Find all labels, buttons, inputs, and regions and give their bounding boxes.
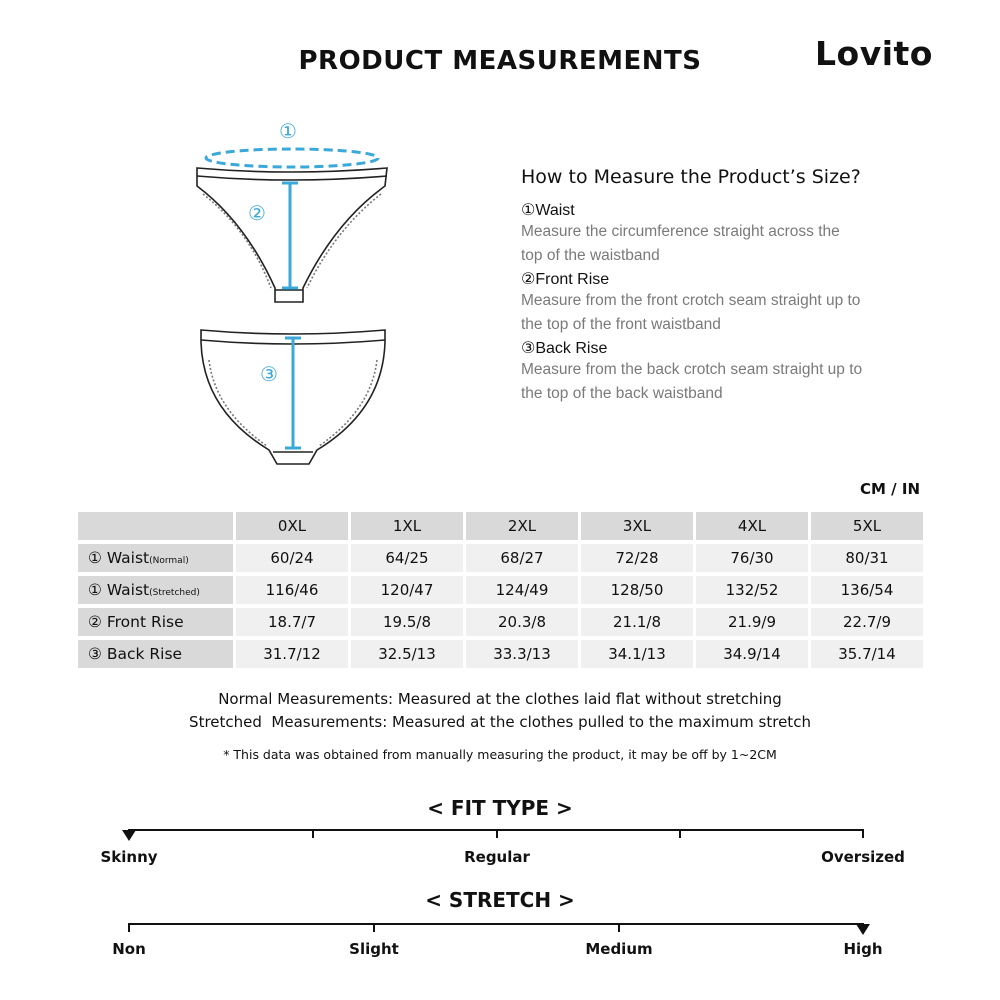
waist-desc-line-2: top of the waistband (521, 246, 660, 264)
diagram-label-1: ① (279, 119, 297, 143)
front-rise-title: ②Front Rise (521, 271, 610, 288)
fit-type-scale (0, 828, 1000, 888)
back-rise-title: ③Back Rise (521, 340, 608, 357)
fit-type-tick (496, 829, 498, 838)
table-header-row (78, 512, 923, 540)
row-label-text: ② Front Rise (88, 613, 184, 631)
diagram-label-2: ② (248, 201, 266, 225)
row-label-text: ① Waist (88, 549, 150, 567)
table-cell: 31.7/12 (236, 640, 348, 668)
fit-type-selected-marker (122, 830, 136, 841)
table-cell: 76/30 (696, 544, 808, 572)
stretch-selected-marker (856, 924, 870, 935)
size-header: 2XL (466, 512, 578, 540)
waist-description (521, 220, 921, 267)
size-header: 1XL (351, 512, 463, 540)
measurement-diagram (185, 110, 405, 480)
footnote: * This data was obtained from manually measuring the product, it may be off by 1~2CM (223, 747, 777, 762)
page-title: PRODUCT MEASUREMENTS (298, 46, 702, 76)
table-cell: 34.9/14 (696, 640, 808, 668)
size-header: 4XL (696, 512, 808, 540)
table-cell: 21.9/9 (696, 608, 808, 636)
table-cell: 20.3/8 (466, 608, 578, 636)
table-cell: 128/50 (581, 576, 693, 604)
table-cell: 64/25 (351, 544, 463, 572)
table-row (78, 576, 923, 604)
table-cell: 60/24 (236, 544, 348, 572)
stretch-line (128, 923, 864, 925)
front-rise-description (521, 289, 921, 336)
how-to-measure-section (521, 166, 921, 406)
table-cell: 18.7/7 (236, 608, 348, 636)
row-label (78, 576, 233, 604)
briefs-illustration (185, 110, 405, 480)
diagram-label-3: ③ (260, 362, 278, 386)
table-row (78, 544, 923, 572)
size-table (75, 508, 926, 672)
front-rise-desc-line-2: the top of the front waistband (521, 315, 721, 333)
stretched-note: Stretched Measurements: Measured at the clothes pulled to the maximum stretch (189, 713, 811, 731)
table-row (78, 608, 923, 636)
normal-note: Normal Measurements: Measured at the clothes laid flat without stretching (218, 690, 782, 708)
table-cell: 35.7/14 (811, 640, 923, 668)
stretch-tick (128, 923, 130, 932)
back-rise-description (521, 358, 921, 405)
table-cell: 136/54 (811, 576, 923, 604)
table-cell: 124/49 (466, 576, 578, 604)
fit-type-label-skinny: Skinny (100, 848, 158, 866)
brand-logo: Lovito (815, 34, 933, 73)
table-cell: 32.5/13 (351, 640, 463, 668)
waist-title: ①Waist (521, 202, 575, 219)
front-rise-desc-line-1: Measure from the front crotch seam straight up to (521, 292, 861, 309)
table-cell: 19.5/8 (351, 608, 463, 636)
table-cell: 120/47 (351, 576, 463, 604)
how-to-heading: How to Measure the Product’s Size? (521, 166, 861, 188)
measurement-notes (0, 688, 1000, 734)
size-header: 5XL (811, 512, 923, 540)
fit-type-tick (312, 829, 314, 838)
size-header: 0XL (236, 512, 348, 540)
table-cell: 68/27 (466, 544, 578, 572)
back-rise-desc-line-1: Measure from the back crotch seam straight up to (521, 361, 863, 378)
row-label (78, 640, 233, 668)
table-cell: 116/46 (236, 576, 348, 604)
stretch-label-medium: Medium (585, 940, 653, 958)
row-label-text: ③ Back Rise (88, 645, 183, 663)
row-label (78, 608, 233, 636)
table-cell: 72/28 (581, 544, 693, 572)
table-cell: 22.7/9 (811, 608, 923, 636)
stretch-scale (0, 922, 1000, 982)
stretch-label-slight: Slight (349, 940, 399, 958)
table-cell: 132/52 (696, 576, 808, 604)
table-row (78, 640, 923, 668)
table-cell: 33.3/13 (466, 640, 578, 668)
row-label-sub: (Normal) (149, 556, 189, 566)
row-label (78, 544, 233, 572)
table-cell: 80/31 (811, 544, 923, 572)
stretch-label-non: Non (112, 940, 146, 958)
stretch-title: < STRETCH > (425, 888, 575, 912)
stretch-label-high: High (843, 940, 883, 958)
fit-type-label-regular: Regular (464, 848, 530, 866)
size-header: 3XL (581, 512, 693, 540)
row-label-sub: (Stretched) (149, 588, 200, 598)
fit-type-title: < FIT TYPE > (427, 796, 573, 820)
fit-type-tick (862, 829, 864, 838)
back-rise-desc-line-2: the top of the back waistband (521, 384, 723, 402)
fit-type-label-oversized: Oversized (821, 848, 905, 866)
waist-measure-ellipse (206, 149, 378, 167)
waist-desc-line-1: Measure the circumference straight across the (521, 223, 840, 240)
front-briefs-shape (197, 168, 387, 302)
stretch-tick (373, 923, 375, 932)
unit-label: CM / IN (860, 480, 920, 498)
row-label-text: ① Waist (88, 581, 150, 599)
table-cell: 34.1/13 (581, 640, 693, 668)
stretch-tick (618, 923, 620, 932)
table-corner-cell (78, 512, 233, 540)
table-cell: 21.1/8 (581, 608, 693, 636)
fit-type-tick (679, 829, 681, 838)
